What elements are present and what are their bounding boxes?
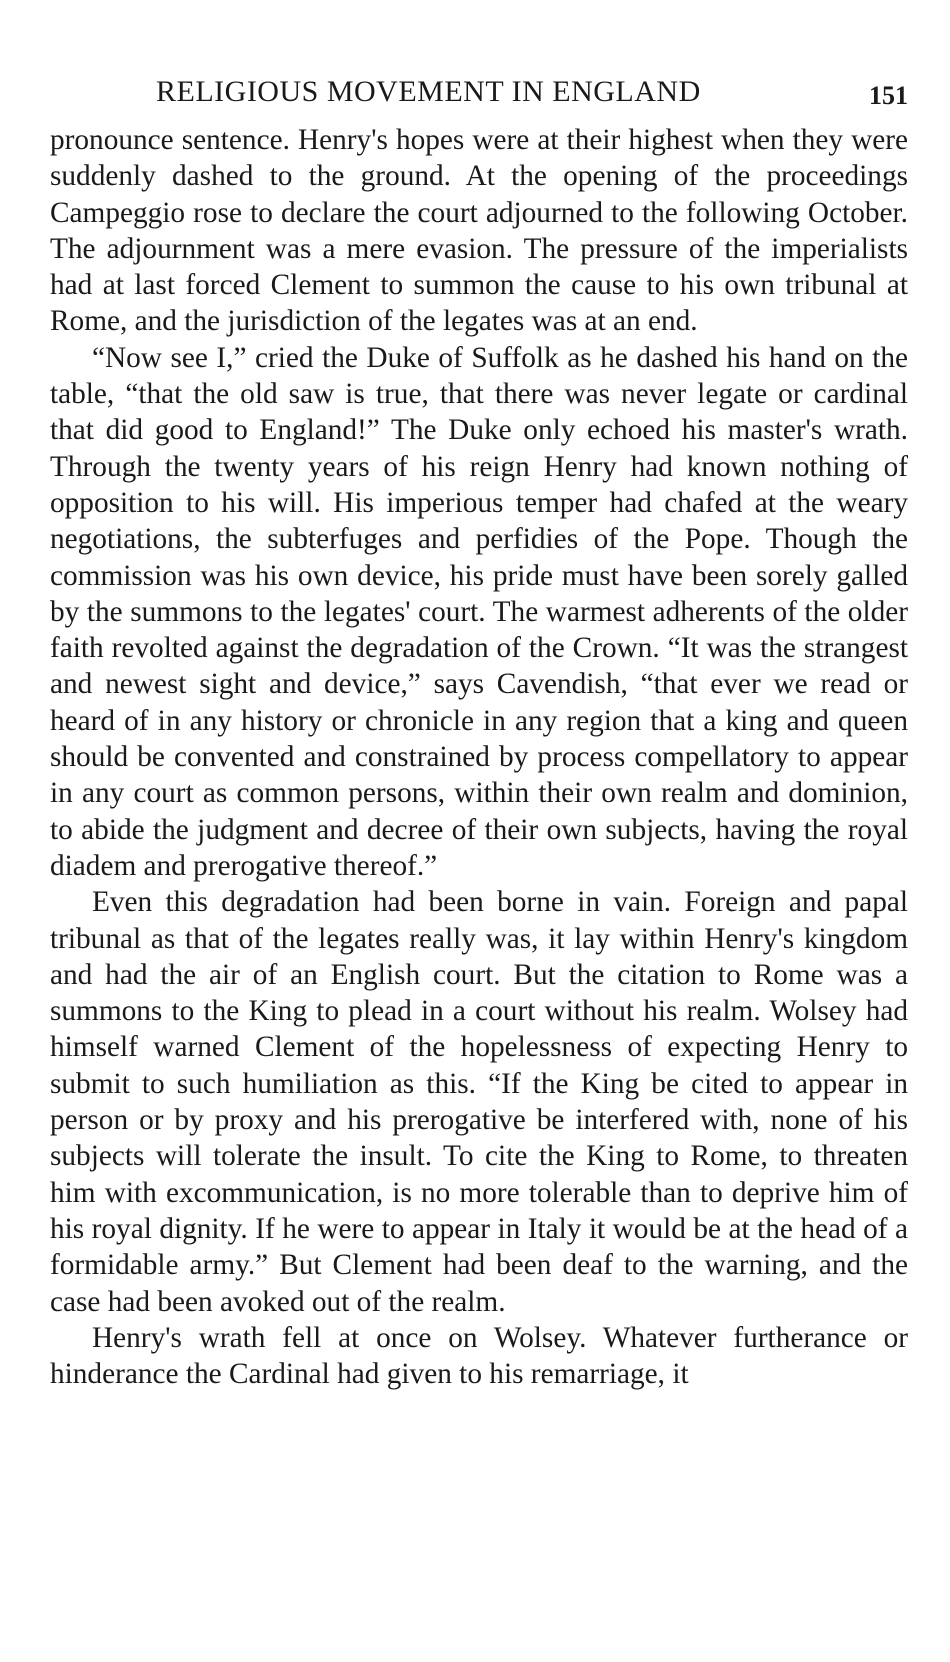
- page-number: 151: [869, 81, 908, 110]
- running-title: RELIGIOUS MOVEMENT IN ENGLAND: [156, 75, 701, 108]
- body-text: [50, 122, 908, 1392]
- paragraph-3: Even this degradation had been borne in vain. Foreign and papal tribunal as that of the legates really was, it lay within Henry's kingdom and had the air of an English court. But the citation to Rome was a summons to the King to plead in a court without his realm. Wolsey had himself warned Clement of the hopelessness of expecting Henry to submit to such humiliation as this. “If the King be cited to appear in person or by proxy and his prerogative be interfered with, none of his subjects will tolerate the insult. To cite the King to Rome, to threaten him with excommunication, is no more tolerable than to deprive him of his royal dignity. If he were to appear in Italy it would be at the head of a formidable army.” But Clement had been deaf to the warning, and the case had been avoked out of the realm.: [50, 886, 908, 1318]
- book-page: [50, 72, 908, 1392]
- running-head: [50, 72, 908, 112]
- paragraph-1: pronounce sentence. Henry's hopes were at their highest when they were suddenly dashed to the ground. At the opening of the proceedings Campeggio rose to declare the court adjourned to the following October. The adjournment was a mere evasion. The pressure of the imperialists had at last forced Clement to summon the cause to his own tribunal at Rome, and the jurisdiction of the legates was at an end.: [50, 124, 908, 338]
- paragraph-2: “Now see I,” cried the Duke of Suffolk as he dashed his hand on the table, “that the old saw is true, that there was never legate or cardinal that did good to England!” The Duke only echoed his master's wrath. Through the twenty years of his reign Henry had known nothing of opposition to his will. His imperious temper had chafed at the weary negotiations, the subterfuges and perfidies of the Pope. Though the commission was his own device, his pride must have been sorely galled by the summons to the legates' court. The warmest adherents of the older faith revolted against the degradation of the Crown. “It was the strangest and newest sight and device,” says Cavendish, “that ever we read or heard of in any history or chronicle in any region that a king and queen should be convented and constrained by process compellatory to appear in any court as common persons, within their own realm and dominion, to abide the judgment and decree of their own subjects, having the royal diadem and prerogative thereof.”: [50, 341, 908, 882]
- paragraph-4: Henry's wrath fell at once on Wolsey. Whatever furtherance or hinderance the Cardinal had given to his remarriage, it: [50, 1321, 908, 1391]
